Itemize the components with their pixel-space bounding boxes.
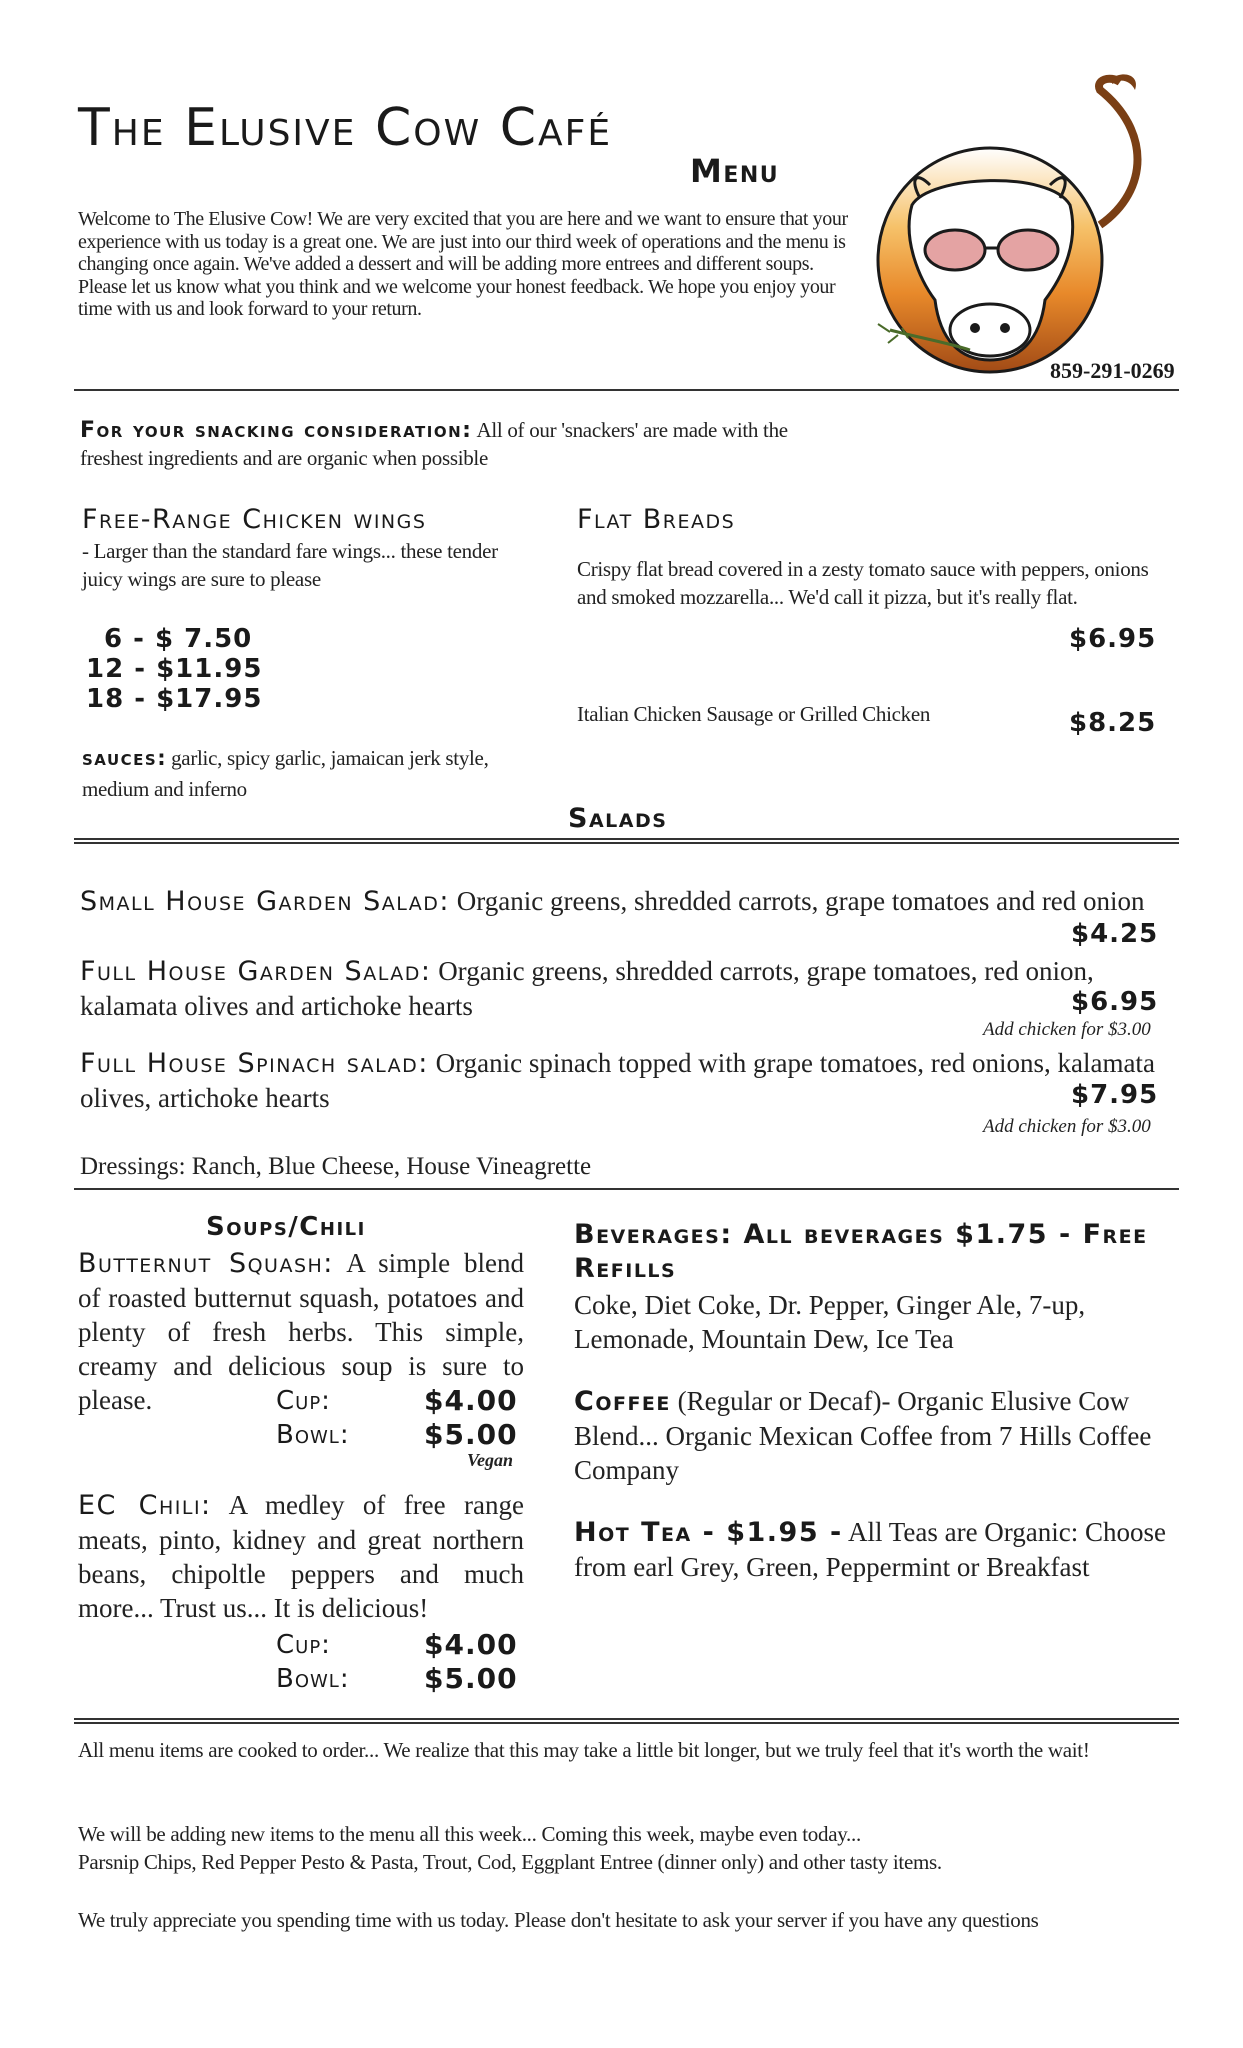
cow-logo-icon: [850, 70, 1180, 390]
salad-name: Full House Garden Salad:: [80, 956, 432, 987]
cup-price: $4.00: [424, 1384, 518, 1417]
coffee-desc: (Regular or Decaf)- Organic Elusive Cow Blend... Organic Mexican Coffee from 7 Hills Coffee Company: [574, 1386, 1152, 1485]
page-title: The Elusive Cow Café: [78, 98, 613, 158]
salad-name: Full House Spinach salad:: [80, 1048, 429, 1079]
bowl-price: $5.00: [424, 1662, 518, 1695]
beverages-list: Coke, Diet Coke, Dr. Pepper, Ginger Ale, 7-up, Lemonade, Mountain Dew, Ice Tea: [574, 1290, 1086, 1354]
footer-text-2a: We will be adding new items to the menu all this week... Coming this week, maybe even today...: [78, 1822, 861, 1846]
tea-label: Hot Tea - $1.95 -: [574, 1517, 843, 1548]
footer-text-1: All menu items are cooked to order... We realize that this may take a little bit longer, but we truly feel that it's worth the wait!: [78, 1738, 1090, 1762]
flatbreads-addon: Italian Chicken Sausage or Grilled Chicken: [577, 702, 931, 726]
coffee-item: [574, 1384, 1184, 1487]
phone-number: 859-291-0269: [1050, 358, 1175, 383]
beverages-heading: Beverages: All beverages $1.75 - Free Refills: [574, 1219, 1148, 1284]
salad-item-small: [80, 884, 1190, 919]
flatbreads-price: $6.95: [1069, 624, 1157, 654]
vegan-tag: Vegan: [467, 1450, 514, 1470]
bowl-price: $5.00: [424, 1418, 518, 1451]
footer-text-3: We truly appreciate you spending time with us today. Please don't hesitate to ask your server if you have any questions: [78, 1908, 1039, 1932]
beverages-section: [574, 1218, 1184, 1584]
snacking-heading: For your snacking consideration:: [80, 418, 473, 443]
salad-item-full-garden: [80, 954, 1190, 1023]
soup-desc: A medley of free range meats, pinto, kidney and great northern beans, chipoltle peppers and much more... Trust us... It is delicious!: [78, 1490, 524, 1623]
cup-price: $4.00: [424, 1628, 518, 1661]
sauces-text: garlic, spicy garlic, jamaican jerk style, medium and inferno: [82, 746, 489, 801]
intro-text: Welcome to The Elusive Cow! We are very excited that you are here and we want to ensure that your experience with us today is a great one. We are just into our third week of operations and the menu is changing once again. We've added a dessert and will be adding more entrees and different soups. Please let us know what you think and we welcome your honest feedback. We hope you enjoy your time with us and look forward to your return.: [78, 208, 848, 320]
snacking-text: All of our 'snackers' are made with the freshest ingredients and are organic when possible: [80, 418, 788, 470]
flatbreads-addon-price: $8.25: [1069, 708, 1157, 738]
wings-price-18: 18 - $17.95: [86, 684, 263, 714]
soup-name: EC Chili:: [78, 1490, 212, 1521]
salad-price-small: $4.25: [1071, 919, 1159, 949]
salad-desc: Organic greens, shredded carrots, grape tomatoes, red onion, kalamata olives and artichoke hearts: [80, 956, 1094, 1021]
page-subtitle: Menu: [690, 152, 780, 190]
salad-item-spinach: [80, 1046, 1160, 1115]
soups-heading: Soups/Chili: [206, 1212, 366, 1242]
salad-desc: Organic spinach topped with grape tomatoes, red onions, kalamata olives, artichoke hearts: [80, 1048, 1155, 1113]
divider: [74, 1188, 1179, 1190]
salad-note: Add chicken for $3.00: [983, 1019, 1151, 1040]
bowl-label: Bowl:: [276, 1420, 350, 1450]
salad-name: Small House Garden Salad:: [80, 886, 451, 917]
snacking-section: [80, 416, 840, 472]
flatbreads-heading: Flat Breads: [577, 504, 736, 535]
wings-heading: Free-Range Chicken wings: [82, 504, 427, 535]
sauces-label: sauces:: [82, 746, 168, 770]
bowl-label: Bowl:: [276, 1664, 350, 1694]
soup-desc: A simple blend of roasted butternut squash, potatoes and plenty of fresh herbs. This simple, creamy and delicious soup is sure to please.: [78, 1248, 525, 1415]
soup-chili: [78, 1488, 524, 1625]
wings-price-12: 12 - $11.95: [86, 654, 263, 684]
salad-price-spinach: $7.95: [1071, 1080, 1159, 1110]
salads-heading: Salads: [568, 803, 668, 834]
salad-price-full-garden: $6.95: [1071, 987, 1159, 1017]
cup-label: Cup:: [276, 1386, 331, 1416]
cow-logo: [850, 70, 1180, 390]
double-divider: [74, 838, 1179, 844]
tea-desc: All Teas are Organic: Choose from earl Grey, Green, Peppermint or Breakfast: [574, 1517, 1167, 1582]
cup-label: Cup:: [276, 1630, 331, 1660]
tea-item: [574, 1515, 1184, 1584]
flatbreads-desc: Crispy flat bread covered in a zesty tomato sauce with peppers, onions and smoked mozzarella... We'd call it pizza, but it's really flat.: [577, 557, 1149, 609]
coffee-label: Coffee: [574, 1386, 671, 1417]
double-divider: [74, 1718, 1179, 1724]
wings-desc: - Larger than the standard fare wings... these tender juicy wings are sure to please: [82, 539, 498, 591]
divider: [74, 389, 1179, 391]
wings-price-6: 6 - $ 7.50: [104, 624, 253, 654]
salad-dressings: Dressings: Ranch, Blue Cheese, House Vineagrette: [80, 1153, 592, 1180]
footer-text-2b: Parsnip Chips, Red Pepper Pesto & Pasta, Trout, Cod, Eggplant Entree (dinner only) and other tasty items.: [78, 1850, 942, 1874]
soup-name: Butternut Squash:: [78, 1248, 334, 1279]
wings-sauces: [82, 744, 552, 806]
salad-note: Add chicken for $3.00: [983, 1116, 1151, 1137]
salad-desc: Organic greens, shredded carrots, grape tomatoes and red onion: [456, 886, 1145, 916]
